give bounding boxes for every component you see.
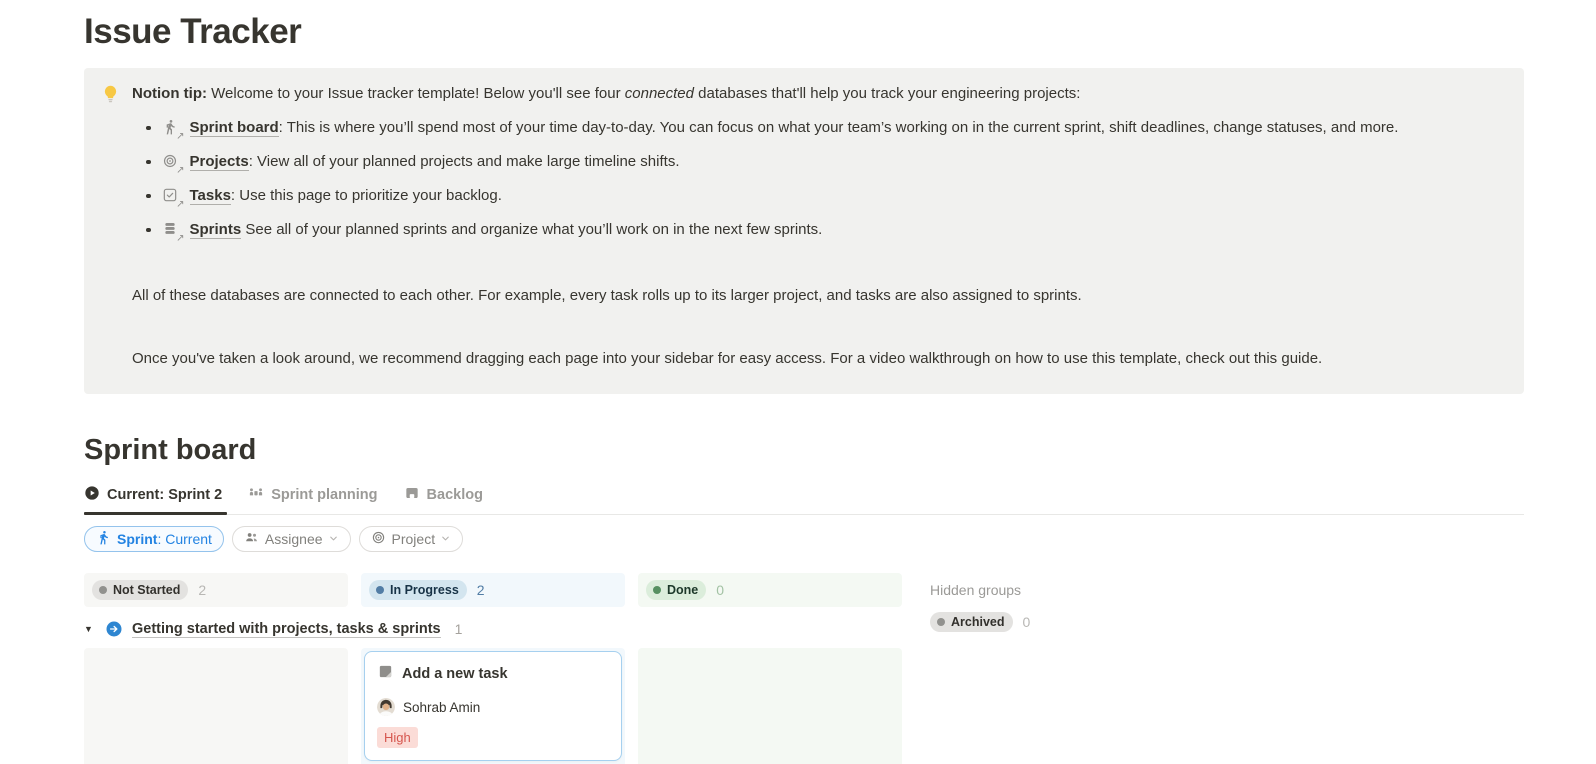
sprint-board-link[interactable]: Sprint board bbox=[189, 119, 279, 136]
backlog-icon bbox=[404, 485, 420, 505]
column-count: 2 bbox=[198, 582, 207, 598]
active-tab-indicator bbox=[84, 512, 227, 515]
group-count: 1 bbox=[454, 621, 463, 637]
column-done[interactable] bbox=[638, 648, 902, 764]
target-icon bbox=[162, 153, 185, 176]
list-item: ↗ Sprints See all of your planned sprints and organize what you’ll work on in the next few sprints. bbox=[146, 219, 1398, 241]
column-header-done[interactable] bbox=[638, 573, 902, 607]
bullet-dot bbox=[146, 228, 151, 233]
runner-icon bbox=[162, 119, 185, 142]
status-dot bbox=[376, 586, 384, 594]
hidden-group-archived[interactable] bbox=[930, 612, 1030, 632]
filter-bar bbox=[84, 526, 1524, 552]
status-badge: Not Started bbox=[92, 580, 188, 600]
column-header-not-started[interactable] bbox=[84, 573, 348, 607]
tabs-divider bbox=[84, 514, 1524, 515]
link-arrow-icon: ↗ bbox=[176, 232, 185, 244]
column-not-started[interactable] bbox=[84, 648, 348, 764]
lightbulb-icon bbox=[100, 83, 122, 370]
hidden-groups-section bbox=[930, 573, 1030, 632]
tasks-link[interactable]: Tasks bbox=[189, 187, 231, 204]
collapse-toggle-icon[interactable]: ▼ bbox=[84, 624, 93, 634]
notion-tip-label: Notion tip: bbox=[132, 85, 207, 102]
chevron-down-icon bbox=[329, 531, 339, 547]
filter-chip-assignee[interactable]: Assignee bbox=[232, 526, 351, 552]
sprints-link[interactable]: Sprints bbox=[189, 221, 242, 238]
status-dot bbox=[653, 586, 661, 594]
blue-circle-arrow-icon bbox=[105, 620, 123, 638]
notion-tip-callout bbox=[84, 68, 1524, 394]
task-card[interactable] bbox=[364, 651, 622, 761]
column-count: 2 bbox=[476, 582, 485, 598]
target-icon bbox=[371, 530, 386, 548]
callout-paragraph: Once you've taken a look around, we recommend dragging each page into your sidebar for easy access. For a video walkthrough on how to use this template, check out this guide. bbox=[132, 350, 1323, 367]
board-group-row bbox=[84, 617, 1524, 641]
tab-current-sprint[interactable]: Current: Sprint 2 bbox=[84, 485, 222, 514]
tip-list bbox=[132, 117, 1399, 244]
tab-backlog[interactable]: Backlog bbox=[404, 485, 483, 514]
list-item: ↗ Tasks: Use this page to prioritize your backlog. bbox=[146, 185, 1398, 207]
column-count: 0 bbox=[1022, 614, 1031, 630]
list-item: ↗ Projects: View all of your planned projects and make large timeline shifts. bbox=[146, 151, 1398, 173]
card-title: Add a new task bbox=[402, 666, 508, 682]
group-title-link[interactable]: Getting started with projects, tasks & sprints bbox=[132, 620, 441, 637]
projects-link[interactable]: Projects bbox=[189, 153, 249, 170]
sprint-board-heading: Sprint board bbox=[84, 434, 257, 466]
callout-paragraph: All of these databases are connected to each other. For example, every task rolls up to its larger project, and tasks are also assigned to sprints. bbox=[132, 287, 1082, 304]
status-badge: In Progress bbox=[369, 580, 467, 600]
board-columns bbox=[84, 648, 1524, 764]
runner-icon bbox=[96, 530, 111, 548]
column-headers bbox=[84, 573, 1524, 607]
link-arrow-icon: ↗ bbox=[176, 198, 185, 210]
filter-chip-project[interactable]: Project bbox=[359, 526, 464, 552]
list-item: ↗ Sprint board: This is where you’ll spend most of your time day-to-day. You can focus on what your team’s working on in the current sprint, shift deadlines, change statuses, and more. bbox=[146, 117, 1398, 139]
status-badge: Done bbox=[646, 580, 706, 600]
callout-intro: Notion tip: Welcome to your Issue tracker template! Below you'll see four connected databases that'll help you track your engineering projects: bbox=[132, 85, 1081, 102]
chevron-down-icon bbox=[441, 531, 451, 547]
hidden-groups-label: Hidden groups bbox=[930, 582, 1022, 598]
bullet-dot bbox=[146, 194, 151, 199]
bullet-dot bbox=[146, 126, 151, 131]
kanban-board bbox=[84, 573, 1524, 764]
play-circle-icon bbox=[84, 485, 100, 505]
column-count: 0 bbox=[716, 582, 725, 598]
column-header-in-progress[interactable] bbox=[361, 573, 625, 607]
assignee-name: Sohrab Amin bbox=[403, 699, 481, 715]
board-view-tabs bbox=[84, 485, 1524, 514]
status-dot bbox=[937, 618, 945, 626]
priority-badge: High bbox=[377, 727, 418, 748]
card-assignee-row bbox=[377, 698, 609, 716]
filter-chip-sprint[interactable]: Sprint: Current bbox=[84, 526, 224, 552]
status-dot bbox=[99, 586, 107, 594]
page-title: Issue Tracker bbox=[84, 12, 302, 51]
database-stack-icon bbox=[162, 221, 185, 244]
link-arrow-icon: ↗ bbox=[176, 164, 185, 176]
tab-sprint-planning[interactable]: Sprint planning bbox=[248, 485, 377, 514]
status-badge: Archived bbox=[930, 612, 1013, 632]
task-check-icon bbox=[162, 187, 185, 210]
bullet-dot bbox=[146, 160, 151, 165]
page-icon bbox=[377, 663, 394, 685]
avatar bbox=[377, 698, 395, 716]
column-in-progress[interactable] bbox=[361, 648, 625, 764]
people-icon bbox=[244, 530, 259, 548]
meeting-icon bbox=[248, 485, 264, 505]
link-arrow-icon: ↗ bbox=[176, 130, 185, 142]
